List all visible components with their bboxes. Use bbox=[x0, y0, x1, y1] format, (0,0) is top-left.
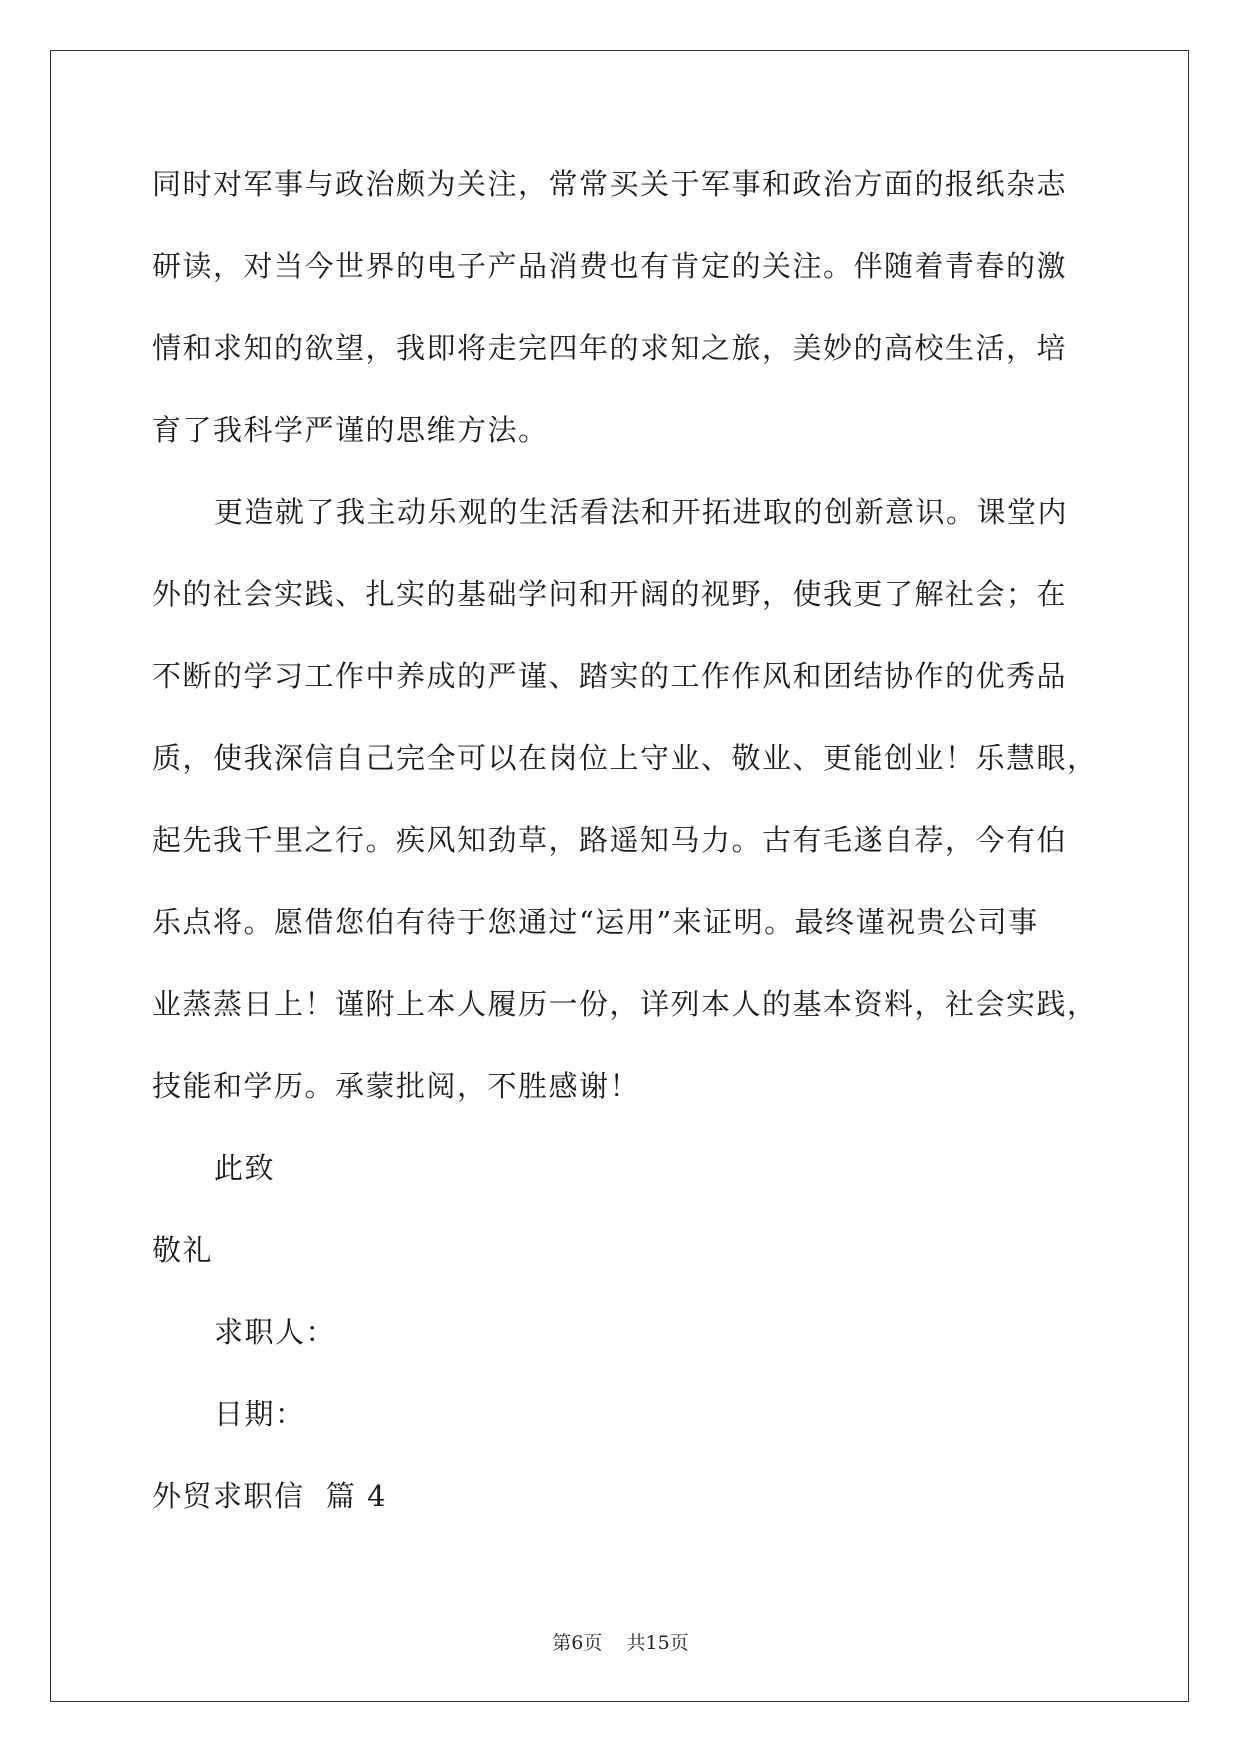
page-footer bbox=[0, 1628, 1241, 1655]
total-prefix: 共 bbox=[626, 1632, 646, 1654]
body-line: 情和求知的欲望，我即将走完四年的求知之旅，美妙的高校生活，培 bbox=[152, 331, 1068, 365]
paragraph-first-line: 更造就了我主动乐观的生活看法和开拓进取的创新意识。课堂内 bbox=[214, 495, 1069, 529]
total-suffix: 页 bbox=[669, 1632, 689, 1654]
body-line: 育了我科学严谨的思维方法。 bbox=[152, 413, 549, 447]
body-line: 技能和学历。承蒙批阅，不胜感谢！ bbox=[152, 1069, 641, 1103]
total-pages: 15 bbox=[645, 1632, 670, 1654]
body-line: 乐点将。愿借您伯有待于您通过“运用”来证明。最终谨祝贵公司事 bbox=[152, 905, 1039, 939]
page-prefix: 第 bbox=[552, 1632, 572, 1654]
body-line: 外的社会实践、扎实的基础学问和开阔的视野，使我更了解社会；在 bbox=[152, 577, 1068, 611]
closing-regards: 敬礼 bbox=[152, 1233, 214, 1267]
body-line: 质，使我深信自己完全可以在岗位上守业、敬业、更能创业！乐慧眼， bbox=[152, 741, 1098, 775]
body-line: 同时对军事与政治颇为关注，常常买关于军事和政治方面的报纸杂志 bbox=[152, 167, 1068, 201]
page-number: 6 bbox=[571, 1632, 584, 1654]
section-heading: 外贸求职信 篇 4 bbox=[152, 1479, 388, 1513]
date-label: 日期： bbox=[214, 1397, 306, 1431]
document-body bbox=[152, 162, 1098, 1556]
applicant-label: 求职人： bbox=[214, 1315, 337, 1349]
closing-salutation: 此致 bbox=[214, 1151, 276, 1185]
body-line: 不断的学习工作中养成的严谨、踏实的工作作风和团结协作的优秀品 bbox=[152, 659, 1068, 693]
body-line: 业蒸蒸日上！谨附上本人履历一份，详列本人的基本资料，社会实践， bbox=[152, 987, 1098, 1021]
body-line: 研读，对当今世界的电子产品消费也有肯定的关注。伴随着青春的激 bbox=[152, 249, 1068, 283]
body-line: 起先我千里之行。疾风知劲草，路遥知马力。古有毛遂自荐，今有伯 bbox=[152, 823, 1068, 857]
page-suffix: 页 bbox=[583, 1632, 603, 1654]
